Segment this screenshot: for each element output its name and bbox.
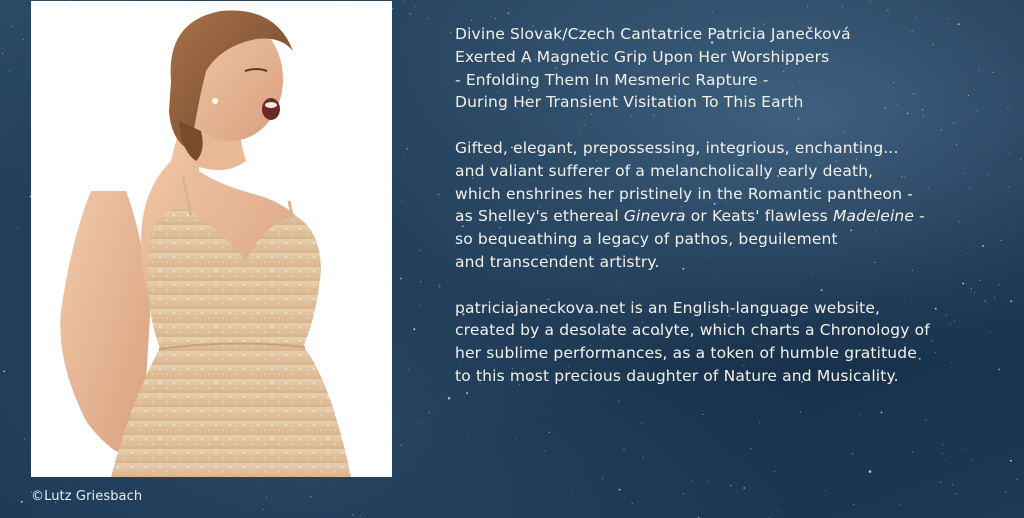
star (403, 155, 404, 156)
star (869, 470, 872, 473)
star (946, 18, 947, 19)
star (515, 437, 516, 438)
star (807, 6, 808, 7)
star (842, 6, 843, 7)
star (825, 490, 826, 491)
star (708, 481, 709, 482)
star (712, 11, 713, 12)
star (940, 482, 941, 483)
star (1007, 108, 1008, 109)
star (1009, 153, 1010, 154)
star (1005, 491, 1007, 493)
star (962, 448, 963, 449)
star (495, 18, 496, 19)
star (438, 194, 440, 196)
star (428, 18, 429, 19)
intro-line: - Enfolding Them In Mesmeric Rapture - (455, 70, 769, 89)
star (774, 471, 775, 472)
star (439, 285, 440, 286)
star (549, 432, 550, 433)
star (673, 470, 674, 471)
star (352, 515, 353, 516)
portrait-photo (31, 1, 392, 477)
star (3, 371, 5, 373)
star (887, 10, 888, 11)
star (400, 278, 402, 280)
site-line: her sublime performances, as a token of humble gratitude (455, 344, 917, 363)
star (418, 422, 419, 423)
star (571, 493, 572, 494)
star (511, 0, 512, 1)
tribute-line: and transcendent artistry. (455, 252, 660, 271)
intro-line: During Her Transient Visitation To This Earth (455, 93, 804, 112)
star (859, 414, 860, 415)
tribute-line: so bequeathing a legacy of pathos, beguilement (455, 230, 838, 249)
star (467, 437, 468, 438)
star (406, 148, 408, 150)
star (637, 502, 638, 503)
star (1020, 159, 1021, 160)
ginevra-reference: Ginevra (623, 207, 686, 226)
star (602, 478, 603, 479)
star (730, 485, 731, 486)
star (881, 412, 882, 413)
site-line: to this most precious daughter of Nature and Musicality. (455, 366, 899, 385)
star (1009, 186, 1010, 187)
star (471, 20, 472, 21)
madeleine-reference: Madeleine (832, 207, 915, 226)
star (9, 71, 10, 72)
star (778, 509, 779, 510)
site-line: created by a desolate acolyte, which charts a Chronology of (455, 321, 930, 340)
star (413, 328, 415, 330)
star (743, 487, 745, 489)
intro-line: Exerted A Magnetic Grip Upon Her Worshippers (455, 47, 830, 66)
star (589, 16, 590, 17)
star (404, 1, 405, 2)
star (392, 8, 393, 9)
star (360, 515, 361, 516)
star (1017, 479, 1018, 480)
intro-paragraph (455, 23, 995, 114)
star (11, 26, 12, 27)
star (972, 459, 973, 460)
star (912, 451, 913, 452)
star (683, 493, 684, 494)
star (569, 17, 570, 18)
star (870, 1, 871, 2)
star (402, 200, 403, 201)
star (759, 422, 760, 423)
star (632, 503, 633, 504)
star (419, 250, 420, 251)
intro-line: Divine Slovak/Czech Cantatrice Patricia Janečková (455, 25, 851, 43)
star (401, 445, 402, 446)
star (942, 453, 943, 454)
star (898, 492, 899, 493)
star (545, 450, 546, 451)
star (439, 286, 440, 287)
tribute-text-run: - (914, 207, 925, 226)
star (952, 484, 953, 485)
star (899, 504, 900, 505)
star (491, 16, 492, 17)
star (23, 39, 24, 40)
tribute-paragraph (455, 137, 995, 274)
tribute-text (455, 23, 995, 411)
star (310, 496, 311, 497)
star (750, 448, 751, 449)
star (998, 284, 999, 285)
site-line: patriciajaneckova.net is an English-language website, (455, 298, 881, 317)
tribute-line: and valiant sufferer of a melancholically early death, (455, 161, 874, 180)
star (852, 453, 853, 454)
star (956, 493, 957, 494)
star (624, 449, 625, 450)
star (926, 420, 927, 421)
star (450, 32, 451, 33)
star (408, 369, 409, 370)
star (942, 444, 943, 445)
star (619, 489, 621, 491)
star (508, 12, 510, 14)
star (853, 504, 854, 505)
star (263, 509, 264, 510)
singer-image (31, 1, 392, 477)
star (643, 457, 644, 458)
star (21, 501, 23, 503)
tribute-line: Gifted, elegant, prepossessing, integrious, enchanting... (455, 138, 899, 157)
star (448, 397, 451, 400)
star (998, 369, 1000, 371)
star (702, 414, 703, 415)
star (641, 423, 642, 424)
tribute-line: which enshrines her pristinely in the Romantic pantheon - (455, 184, 913, 203)
tribute-text-run: as Shelley's ethereal (455, 207, 624, 226)
star (1010, 300, 1012, 302)
star (915, 18, 916, 19)
star (945, 459, 946, 460)
star (415, 6, 416, 7)
star (1010, 460, 1012, 462)
star (509, 476, 510, 477)
star (1001, 240, 1002, 241)
star (2, 53, 3, 54)
star (420, 281, 421, 282)
star (800, 411, 801, 412)
star (692, 480, 693, 481)
star (410, 13, 411, 14)
site-description-paragraph (455, 297, 995, 388)
star (429, 412, 430, 413)
photo-credit: ©Lutz Griesbach (31, 489, 143, 504)
star (266, 497, 267, 498)
star (18, 227, 19, 228)
star (420, 305, 421, 306)
star (708, 422, 709, 423)
tribute-text-run: or Keats' flawless (685, 207, 833, 226)
tribute-line (455, 205, 995, 228)
star (24, 439, 25, 440)
